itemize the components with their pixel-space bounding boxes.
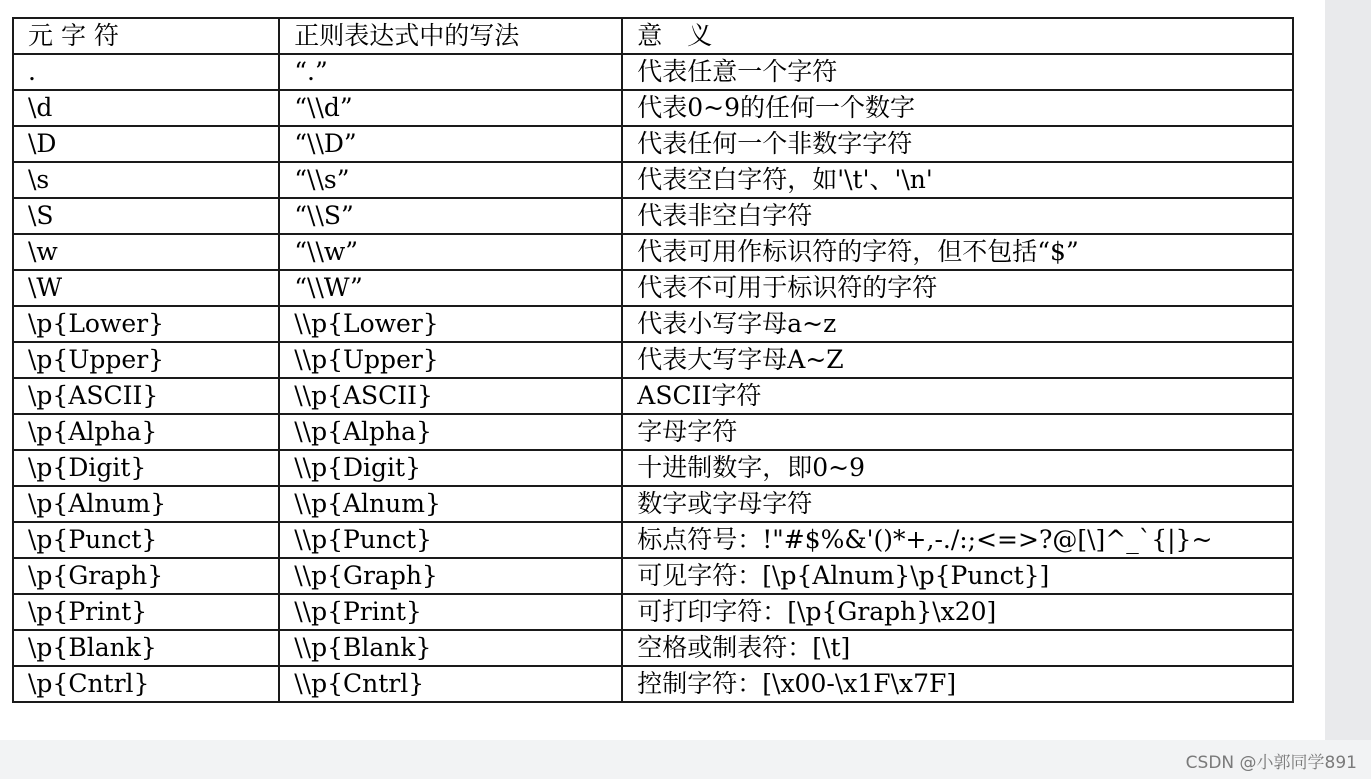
table-row (13, 522, 1293, 558)
bottom-margin-strip (0, 740, 1371, 779)
meaning-cell: 标点符号：!"#$%&'()*+,-./:;<=>?@[\]^_`{|}~ (622, 522, 1293, 558)
regex-syntax-cell: “\\W” (279, 270, 622, 306)
table-row (13, 126, 1293, 162)
metacharacter-cell: \p{Graph} (13, 558, 279, 594)
metacharacter-cell: \p{Alpha} (13, 414, 279, 450)
table-body (13, 54, 1293, 702)
table-row (13, 270, 1293, 306)
watermark: CSDN @小郭同学891 (1185, 753, 1357, 773)
meaning-cell: 代表可用作标识符的字符，但不包括“$” (622, 234, 1293, 270)
meaning-cell: 字母字符 (622, 414, 1293, 450)
table-row (13, 306, 1293, 342)
regex-syntax-cell: \\p{Graph} (279, 558, 622, 594)
meaning-cell: 代表小写字母a~z (622, 306, 1293, 342)
regex-syntax-cell: “\\s” (279, 162, 622, 198)
regex-syntax-cell: “\\D” (279, 126, 622, 162)
regex-metacharacter-table (12, 17, 1294, 703)
regex-syntax-cell: “\\w” (279, 234, 622, 270)
metacharacter-cell: \d (13, 90, 279, 126)
regex-syntax-cell: \\p{ASCII} (279, 378, 622, 414)
table-row (13, 594, 1293, 630)
right-margin-strip (1325, 0, 1371, 779)
metacharacter-cell: \p{Upper} (13, 342, 279, 378)
metacharacter-cell: \p{Print} (13, 594, 279, 630)
header-regex-syntax: 正则表达式中的写法 (279, 18, 622, 54)
table-row (13, 234, 1293, 270)
regex-syntax-cell: “\\d” (279, 90, 622, 126)
metacharacter-cell: \p{Alnum} (13, 486, 279, 522)
regex-syntax-cell: \\p{Lower} (279, 306, 622, 342)
metacharacter-cell: \s (13, 162, 279, 198)
metacharacter-cell: \p{Digit} (13, 450, 279, 486)
meaning-cell: 代表大写字母A~Z (622, 342, 1293, 378)
table-row (13, 378, 1293, 414)
metacharacter-cell: . (13, 54, 279, 90)
table-row (13, 666, 1293, 702)
table-row (13, 558, 1293, 594)
meaning-cell: 代表不可用于标识符的字符 (622, 270, 1293, 306)
table-row (13, 414, 1293, 450)
header-meaning: 意 义 (622, 18, 1293, 54)
meaning-cell: 代表空白字符，如'\t'、'\n' (622, 162, 1293, 198)
meaning-cell: 代表0~9的任何一个数字 (622, 90, 1293, 126)
regex-syntax-cell: \\p{Alnum} (279, 486, 622, 522)
table-row (13, 198, 1293, 234)
regex-syntax-cell: “\\S” (279, 198, 622, 234)
header-metacharacter: 元 字 符 (13, 18, 279, 54)
regex-syntax-cell: \\p{Punct} (279, 522, 622, 558)
regex-syntax-cell: \\p{Upper} (279, 342, 622, 378)
table-row (13, 630, 1293, 666)
meaning-cell: 代表任何一个非数字字符 (622, 126, 1293, 162)
regex-syntax-cell: “.” (279, 54, 622, 90)
meaning-cell: 可打印字符：[\p{Graph}\x20] (622, 594, 1293, 630)
meaning-cell: 控制字符：[\x00-\x1F\x7F] (622, 666, 1293, 702)
table-row (13, 90, 1293, 126)
meaning-cell: 空格或制表符：[\t] (622, 630, 1293, 666)
table-row (13, 450, 1293, 486)
table-header-row (13, 18, 1293, 54)
table-row (13, 486, 1293, 522)
metacharacter-cell: \p{Punct} (13, 522, 279, 558)
meaning-cell: 代表任意一个字符 (622, 54, 1293, 90)
regex-syntax-cell: \\p{Blank} (279, 630, 622, 666)
metacharacter-cell: \S (13, 198, 279, 234)
meaning-cell: 可见字符：[\p{Alnum}\p{Punct}] (622, 558, 1293, 594)
table-row (13, 162, 1293, 198)
metacharacter-cell: \W (13, 270, 279, 306)
regex-syntax-cell: \\p{Digit} (279, 450, 622, 486)
meaning-cell: 十进制数字，即0~9 (622, 450, 1293, 486)
regex-syntax-cell: \\p{Alpha} (279, 414, 622, 450)
metacharacter-cell: \p{Lower} (13, 306, 279, 342)
metacharacter-cell: \p{Cntrl} (13, 666, 279, 702)
table-row (13, 342, 1293, 378)
metacharacter-cell: \D (13, 126, 279, 162)
meaning-cell: 代表非空白字符 (622, 198, 1293, 234)
metacharacter-cell: \p{ASCII} (13, 378, 279, 414)
metacharacter-cell: \p{Blank} (13, 630, 279, 666)
meaning-cell: 数字或字母字符 (622, 486, 1293, 522)
regex-syntax-cell: \\p{Print} (279, 594, 622, 630)
metacharacter-cell: \w (13, 234, 279, 270)
regex-syntax-cell: \\p{Cntrl} (279, 666, 622, 702)
table-row (13, 54, 1293, 90)
meaning-cell: ASCII字符 (622, 378, 1293, 414)
